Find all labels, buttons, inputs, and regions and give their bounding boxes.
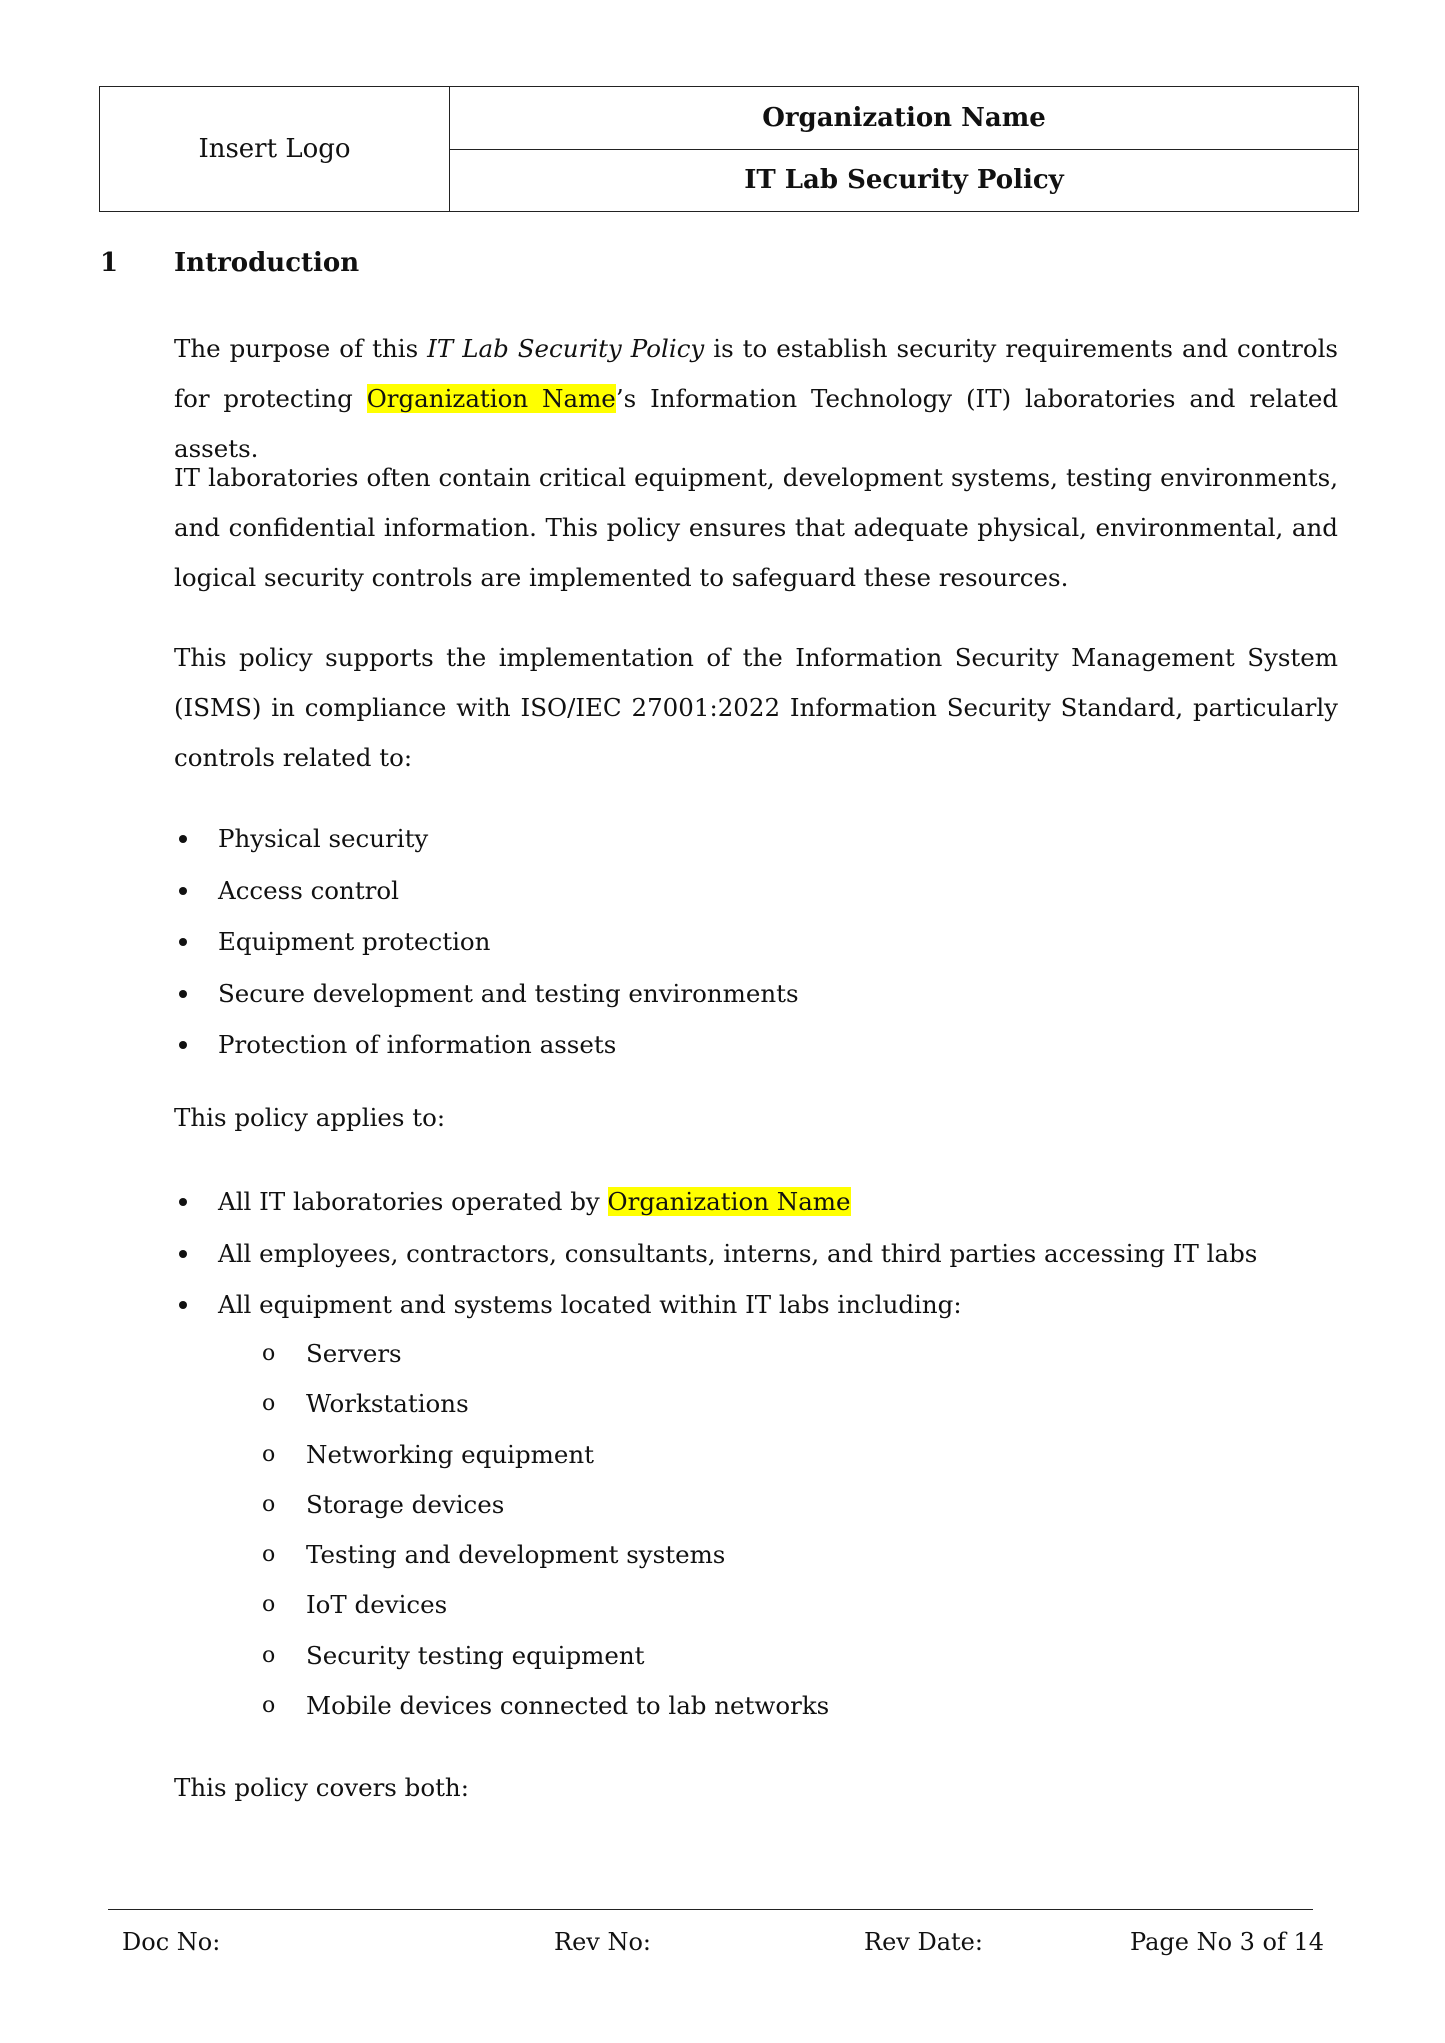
footer-divider [108,1909,1313,1910]
circle-bullet-icon: o [262,1491,276,1517]
bullet-icon [179,1198,187,1206]
footer-doc-no: Doc No: [122,1928,221,1956]
circle-bullet-icon: o [262,1391,276,1417]
footer-rev-date: Rev Date: [864,1928,983,1956]
applies-list [174,1176,1257,1331]
policy-title-cell: IT Lab Security Policy [744,165,1064,195]
sub-list-item: o IoT devices [262,1580,829,1630]
bullet-icon [179,1041,187,1049]
organization-name-cell: Organization Name [450,87,1358,150]
sub-list-item: o Servers [262,1329,829,1379]
circle-bullet-icon: o [262,1592,276,1618]
list-item: Physical security [174,813,799,865]
paragraph-purpose [174,324,1338,474]
sub-list-item: o Networking equipment [262,1430,829,1480]
paragraph-covers: This policy covers both: [174,1773,469,1802]
paragraph-isms: This policy supports the implementation of the Information Security Management System (ISMS) in compliance with ISO/IEC 27001:2022 Information Security Standard, particularly controls related to: [174,643,1338,772]
list-item: Protection of information assets [174,1019,799,1071]
list-item: All employees, contractors, consultants, interns, and third parties accessing IT labs [174,1228,1257,1280]
logo-placeholder: Insert Logo [100,87,450,211]
list-item: Secure development and testing environments [174,968,799,1020]
paragraph-it-labs: IT laboratories often contain critical equipment, development systems, testing environments, and confidential information. This policy ensures that adequate physical, environmental, and logical security controls are implemented to safeguard these resources. [174,463,1338,592]
circle-bullet-icon: o [262,1693,276,1719]
circle-bullet-icon: o [262,1542,276,1568]
bullet-icon [179,938,187,946]
equipment-sub-list [262,1329,829,1731]
list-item: Access control [174,865,799,917]
bullet-icon [179,835,187,843]
header-table [99,86,1359,212]
circle-bullet-icon: o [262,1642,276,1668]
highlighted-organization-name: Organization Name [607,1187,851,1216]
circle-bullet-icon: o [262,1341,276,1366]
highlighted-organization-name: Organization Name [366,384,616,413]
paragraph-text: ’s Information Technology (IT) laboratories and related assets. [174,384,1338,463]
controls-list [174,813,799,1071]
footer-page-number: Page No 3 of 14 [1130,1928,1325,1956]
sub-list-item: o Security testing equipment [262,1631,829,1681]
paragraph-text: The purpose of this [174,334,428,363]
sub-list-item: o Workstations [262,1379,829,1429]
list-item: All equipment and systems located within IT labs including: [174,1279,1257,1331]
policy-name-italic: IT Lab Security Policy [427,334,705,363]
list-item: Equipment protection [174,916,799,968]
section-number: 1 [100,248,119,278]
footer-rev-no: Rev No: [554,1928,651,1956]
sub-list-item: o Mobile devices connected to lab networks [262,1681,829,1731]
paragraph-applies-to: This policy applies to: [174,1103,446,1132]
bullet-icon [179,1301,187,1309]
circle-bullet-icon: o [262,1441,276,1467]
sub-list-item: o Storage devices [262,1480,829,1530]
section-title: Introduction [174,248,360,278]
bullet-icon [179,887,187,895]
paragraph-text: is to establish security requirements and controls for protecting [174,334,1339,413]
list-item: All IT laboratories operated by Organization Name [174,1176,1257,1228]
sub-list-item: o Testing and development systems [262,1530,829,1580]
bullet-icon [179,1250,187,1258]
bullet-icon [179,990,187,998]
